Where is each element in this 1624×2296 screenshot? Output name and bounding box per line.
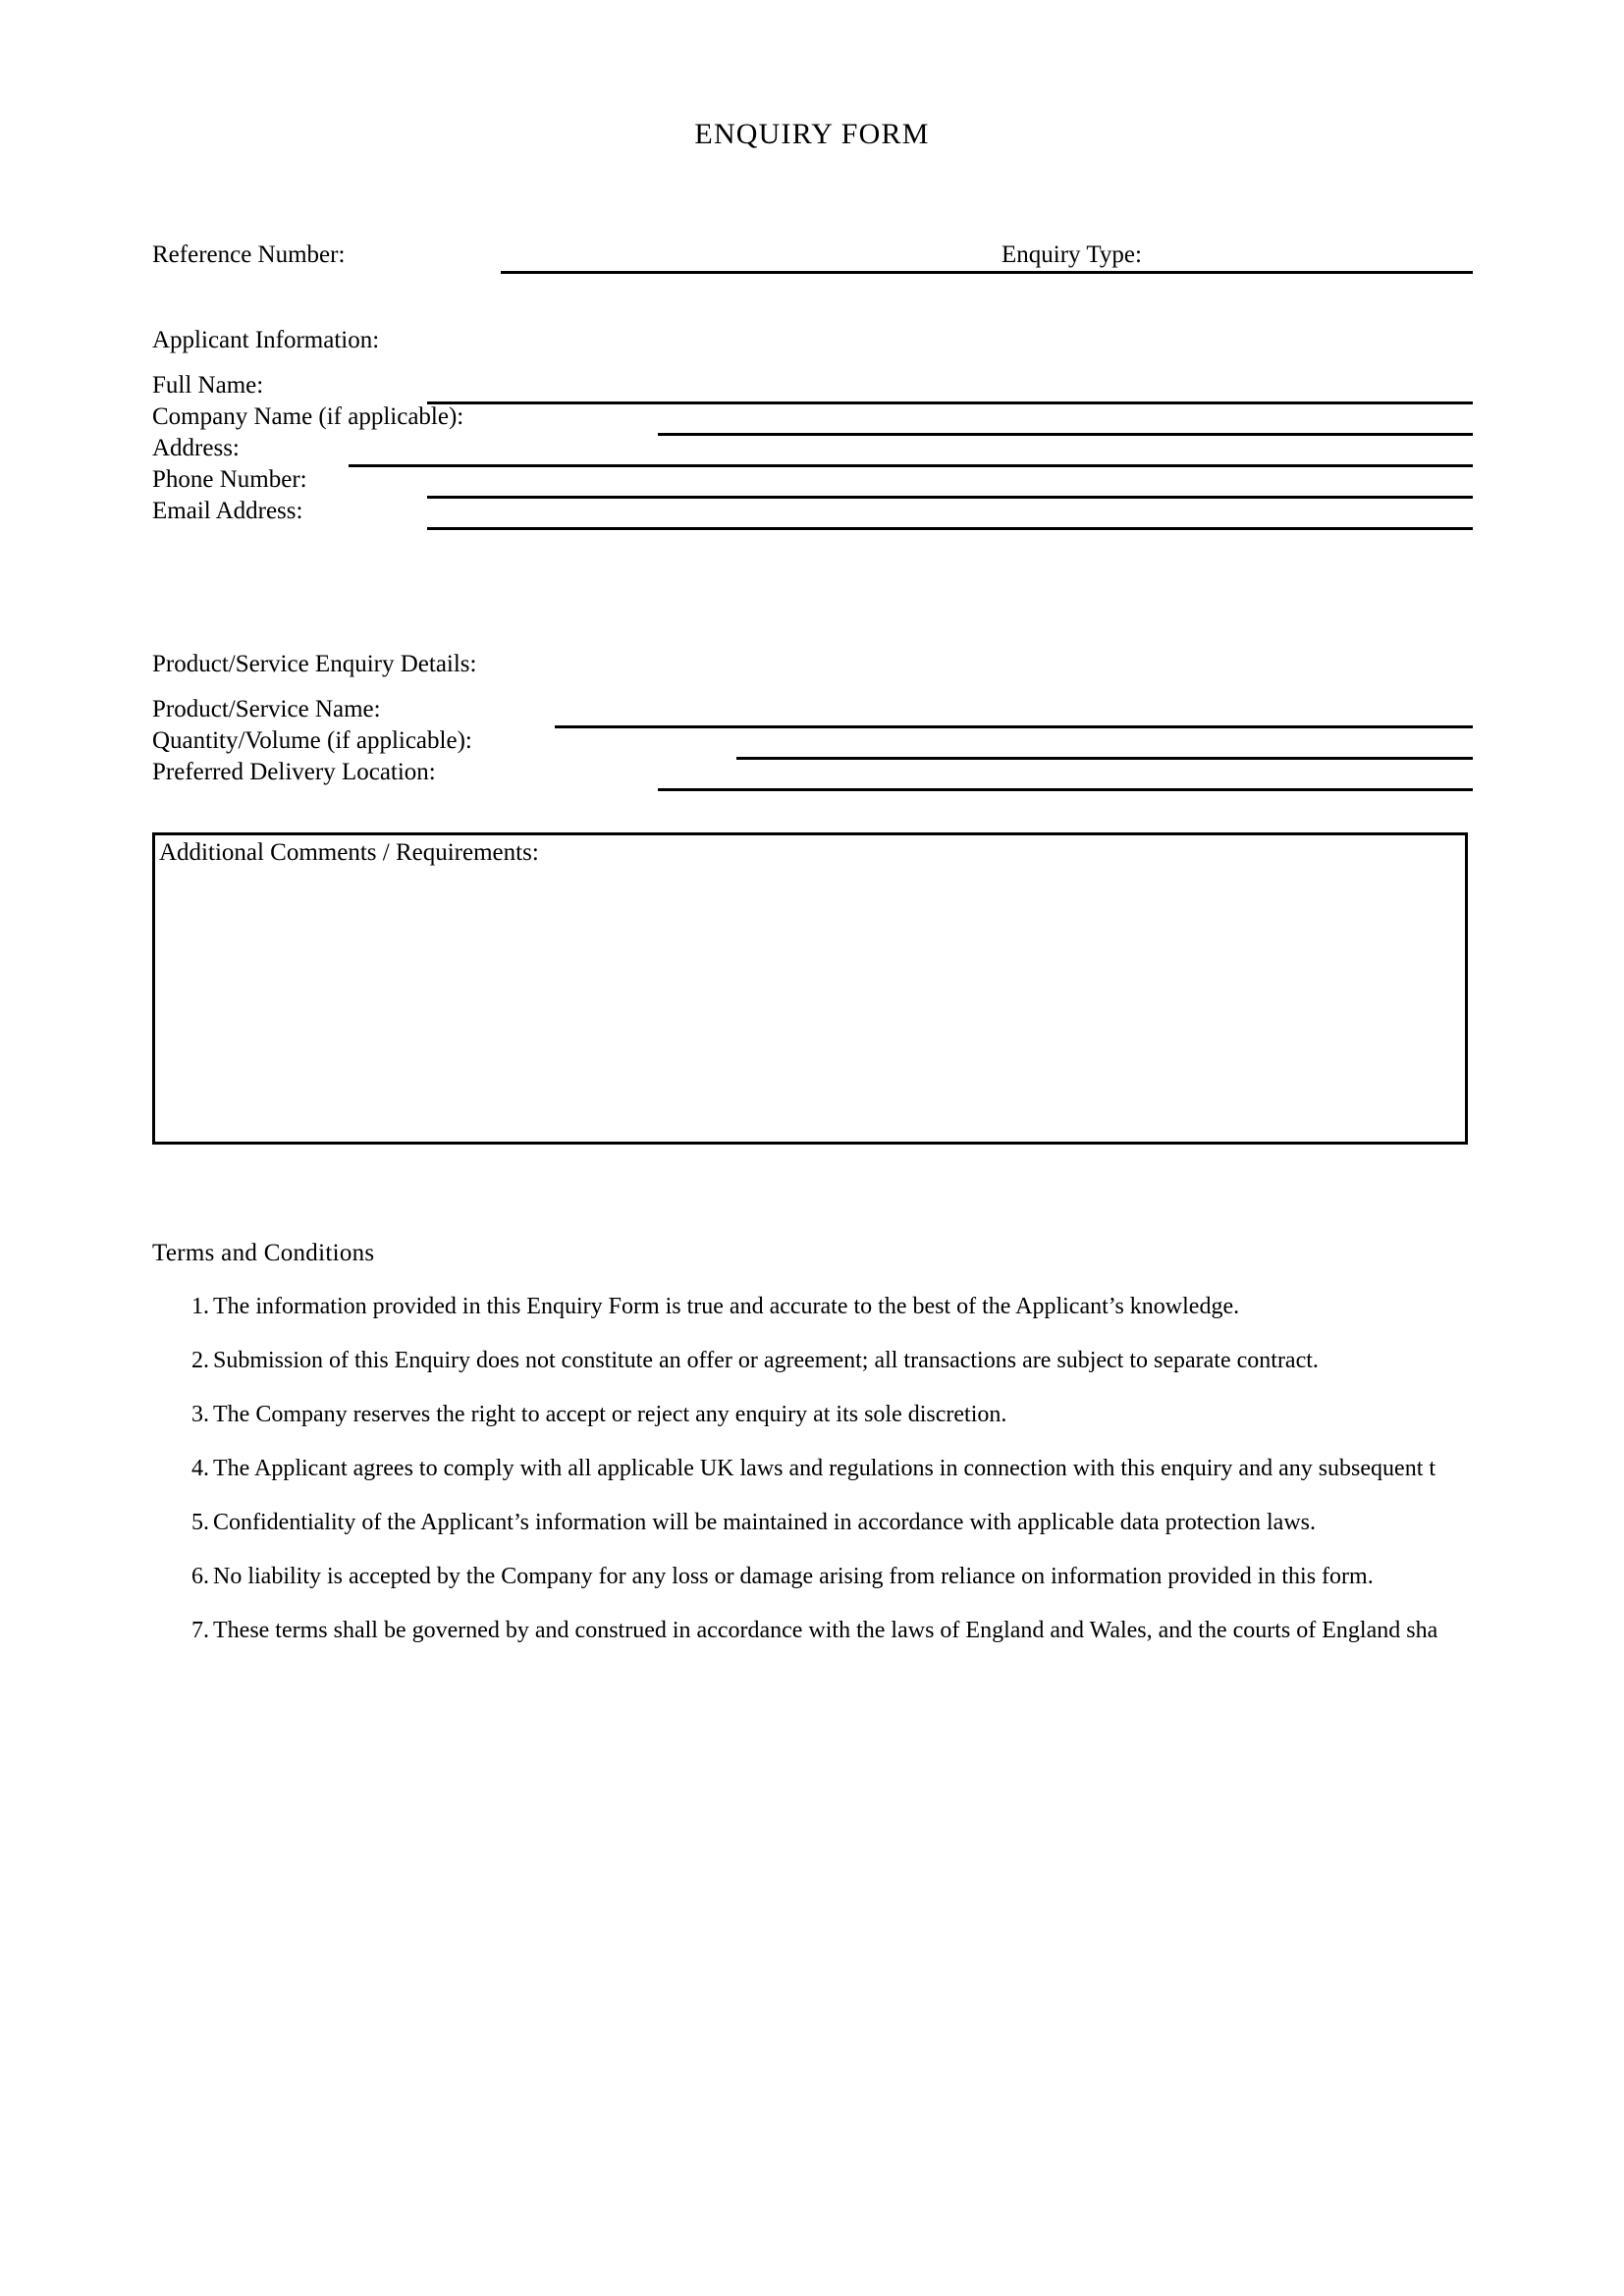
preferred-delivery-location-row bbox=[152, 758, 1473, 791]
term-text: Confidentiality of the Applicant’s information will be maintained in accordance with applicable data protection laws. bbox=[213, 1510, 1316, 1535]
product-service-heading: Product/Service Enquiry Details: bbox=[152, 651, 477, 677]
term-text: The information provided in this Enquiry Form is true and accurate to the best of the Applicant’s knowledge. bbox=[213, 1294, 1240, 1319]
terms-and-conditions-heading: Terms and Conditions bbox=[152, 1240, 375, 1266]
quantity-volume-label: Quantity/Volume (if applicable): bbox=[152, 727, 472, 754]
reference-enquiry-row bbox=[152, 240, 1473, 274]
term-text: The Company reserves the right to accept or reject any enquiry at its sole discretion. bbox=[213, 1402, 1007, 1427]
address-label: Address: bbox=[152, 435, 240, 461]
term-text: These terms shall be governed by and construed in accordance with the laws of England and Wales, and the courts of England sha bbox=[213, 1618, 1438, 1643]
address-row bbox=[152, 434, 1473, 467]
term-number: 4. bbox=[191, 1456, 209, 1481]
term-number: 5. bbox=[191, 1510, 209, 1535]
list-item bbox=[152, 1453, 1624, 1507]
term-number: 2. bbox=[191, 1348, 209, 1373]
company-name-label: Company Name (if applicable): bbox=[152, 403, 464, 430]
additional-comments-label: Additional Comments / Requirements: bbox=[159, 839, 539, 866]
preferred-delivery-location-label: Preferred Delivery Location: bbox=[152, 759, 436, 785]
email-address-row bbox=[152, 497, 1473, 530]
company-name-row bbox=[152, 402, 1473, 436]
reference-number-label: Reference Number: bbox=[152, 241, 346, 268]
phone-number-row bbox=[152, 465, 1473, 499]
term-text: Submission of this Enquiry does not constitute an offer or agreement; all transactions are subject to separate contract. bbox=[213, 1348, 1319, 1373]
list-item bbox=[152, 1615, 1624, 1669]
product-service-name-row bbox=[152, 695, 1473, 728]
applicant-information-heading: Applicant Information: bbox=[152, 327, 380, 353]
full-name-row bbox=[152, 371, 1473, 404]
email-address-label: Email Address: bbox=[152, 498, 303, 524]
term-text: The Applicant agrees to comply with all applicable UK laws and regulations in connection with this enquiry and any subsequent t bbox=[213, 1456, 1436, 1481]
term-number: 7. bbox=[191, 1618, 209, 1643]
quantity-volume-row bbox=[152, 726, 1473, 760]
full-name-label: Full Name: bbox=[152, 372, 264, 399]
term-number: 3. bbox=[191, 1402, 209, 1427]
list-item bbox=[152, 1291, 1624, 1345]
phone-number-label: Phone Number: bbox=[152, 466, 307, 493]
list-item bbox=[152, 1345, 1624, 1399]
term-number: 6. bbox=[191, 1564, 209, 1589]
product-service-name-label: Product/Service Name: bbox=[152, 696, 381, 722]
list-item bbox=[152, 1399, 1624, 1453]
preferred-delivery-location-input[interactable] bbox=[658, 788, 1473, 791]
email-address-input[interactable] bbox=[427, 527, 1473, 530]
list-item bbox=[152, 1507, 1624, 1561]
page-title: ENQUIRY FORM bbox=[694, 118, 930, 150]
term-number: 1. bbox=[191, 1294, 209, 1319]
list-item bbox=[152, 1561, 1624, 1615]
terms-list bbox=[152, 1291, 1624, 1669]
reference-number-input[interactable] bbox=[501, 271, 1473, 274]
enquiry-type-label: Enquiry Type: bbox=[1001, 241, 1142, 268]
term-text: No liability is accepted by the Company for any loss or damage arising from reliance on information provided in this form. bbox=[213, 1564, 1374, 1589]
additional-comments-box[interactable] bbox=[152, 832, 1468, 1145]
